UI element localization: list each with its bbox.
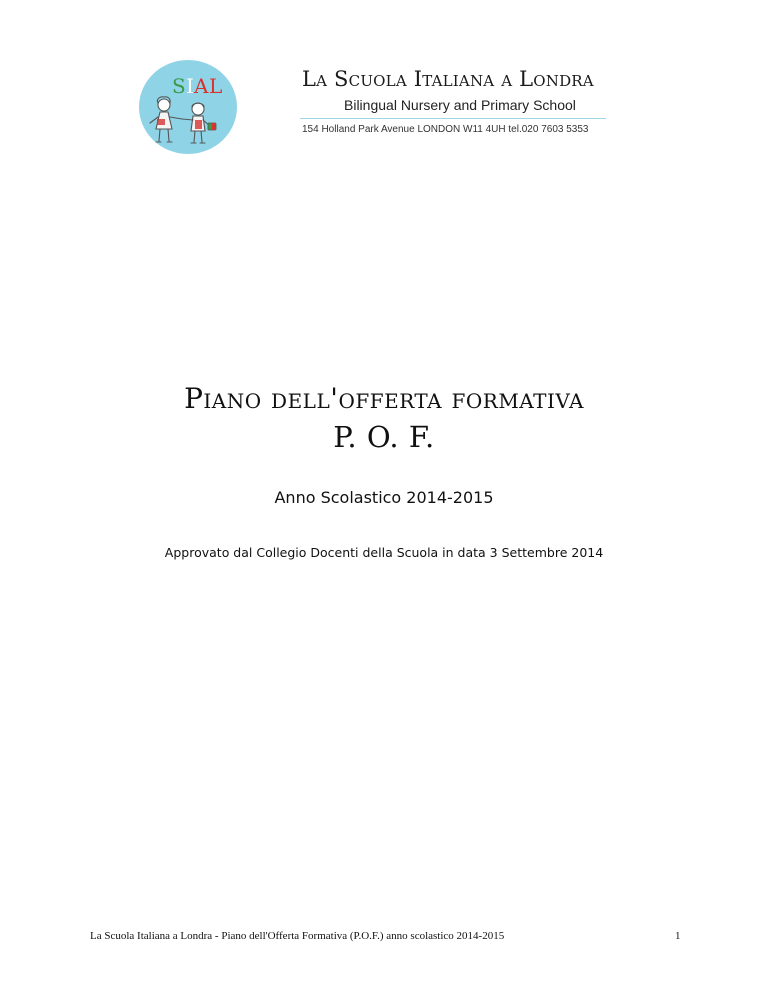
page-footer: La Scuola Italiana a Londra - Piano dell'Offerta Formativa (P.O.F.) anno scolastico 2014-2015	[90, 930, 505, 942]
school-name: La Scuola Italiana a Londra	[302, 67, 594, 91]
school-logo	[138, 59, 238, 155]
document-title-abbreviation: P. O. F.	[333, 420, 435, 454]
svg-text:L: L	[209, 74, 223, 98]
approval-note: Approvato dal Collegio Docenti della Scuola in data 3 Settembre 2014	[164, 545, 604, 560]
svg-text:A: A	[194, 74, 209, 98]
header-divider	[300, 118, 606, 119]
school-year: Anno Scolastico 2014-2015	[274, 488, 494, 507]
svg-text:I: I	[186, 74, 194, 98]
document-title: Piano dell'offerta formativa	[184, 382, 584, 415]
school-address: 154 Holland Park Avenue LONDON W11 4UH tel.020 7603 5353	[302, 124, 589, 135]
page-number: 1	[675, 930, 681, 942]
svg-text:S: S	[172, 74, 186, 98]
school-subtitle: Bilingual Nursery and Primary School	[344, 97, 576, 113]
